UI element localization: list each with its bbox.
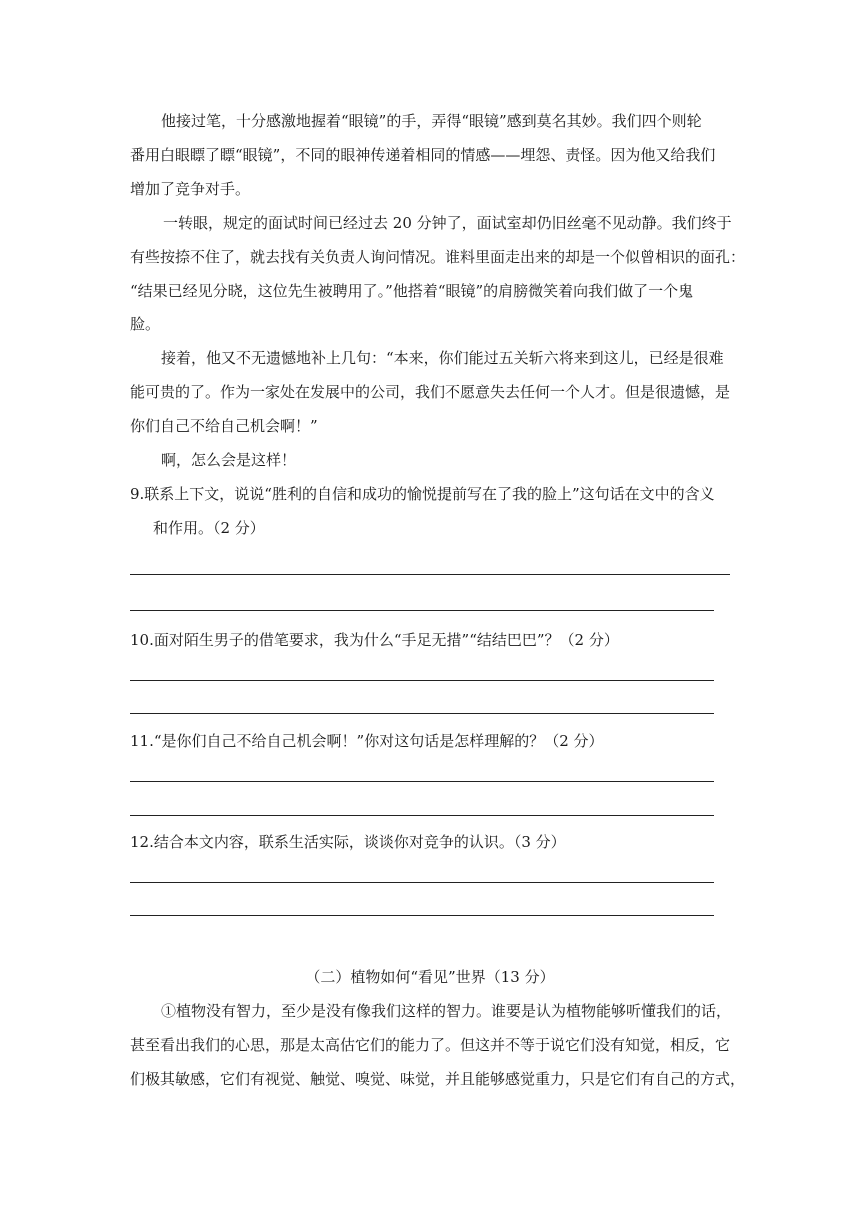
passage-one-para2-line3: “结果已经见分晓，这位先生被聘用了。”他搭着“眼镜”的肩膀微笑着向我们做了一个鬼	[130, 282, 694, 300]
passage-one-para3-line2: 能可贵的了。作为一家处在发展中的公司，我们不愿意失去任何一个人才。但是很遗憾，是	[130, 383, 731, 401]
passage-two-title: （二）植物如何“看见”世界（13 分）	[305, 968, 555, 986]
passage-one-para3-line1: 接着，他又不无遗憾地补上几句：“本来，你们能过五关斩六将来到这儿，已经是很难	[161, 349, 724, 367]
passage-one-para1-line3: 增加了竞争对手。	[130, 180, 251, 198]
answer-line-q11-2[interactable]	[130, 815, 714, 816]
passage-one-para2-line1: 一转眼，规定的面试时间已经过去 20 分钟了，面试室却仍旧丝毫不见动静。我们终于	[163, 214, 732, 232]
question-9-line2: 和作用。（2 分）	[153, 519, 265, 537]
passage-one-para2-line4: 脸。	[130, 315, 161, 333]
answer-line-q9-1[interactable]	[130, 574, 730, 575]
passage-one-para1-line2: 番用白眼瞟了瞟“眼镜”，不同的眼神传递着相同的情感——埋怨、责怪。因为他又给我们	[130, 146, 716, 164]
answer-line-q10-1[interactable]	[130, 680, 714, 681]
passage-two-para1-line3: 们极其敏感，它们有视觉、触觉、嗅觉、味觉，并且能够感觉重力，只是它们有自己的方式，	[130, 1070, 746, 1088]
passage-two-para1-line2: 甚至看出我们的心思，那是太高估它们的能力了。但这并不等于说它们没有知觉，相反，它	[130, 1036, 731, 1054]
answer-line-q9-2[interactable]	[130, 610, 714, 611]
question-12: 12.结合本文内容，联系生活实际，谈谈你对竞争的认识。（3 分）	[130, 833, 566, 851]
passage-one-para2-line2: 有些按捺不住了，就去找有关负责人询问情况。谁料里面走出来的却是一个似曾相识的面孔：	[130, 248, 746, 266]
question-11: 11.“是你们自己不给自己机会啊！”你对这句话是怎样理解的？（2 分）	[130, 732, 604, 750]
passage-one-para3-line3: 你们自己不给自己机会啊！”	[130, 417, 318, 435]
passage-two-para1-line1: ①植物没有智力，至少是没有像我们这样的智力。谁要是认为植物能够听懂我们的话，	[161, 1002, 732, 1020]
question-10: 10.面对陌生男子的借笔要求，我为什么“手足无措”“结结巴巴”？（2 分）	[130, 631, 619, 649]
answer-line-q12-1[interactable]	[130, 882, 714, 883]
passage-one-para4: 啊，怎么会是这样！	[161, 451, 297, 469]
answer-line-q12-2[interactable]	[130, 915, 714, 916]
answer-line-q10-2[interactable]	[130, 713, 714, 714]
question-9-line1: 9.联系上下文，说说“胜利的自信和成功的愉悦提前写在了我的脸上”这句话在文中的含义	[130, 485, 715, 503]
answer-line-q11-1[interactable]	[130, 781, 714, 782]
passage-one-para1-line1: 他接过笔，十分感激地握着“眼镜”的手，弄得“眼镜”感到莫名其妙。我们四个则轮	[161, 112, 702, 130]
